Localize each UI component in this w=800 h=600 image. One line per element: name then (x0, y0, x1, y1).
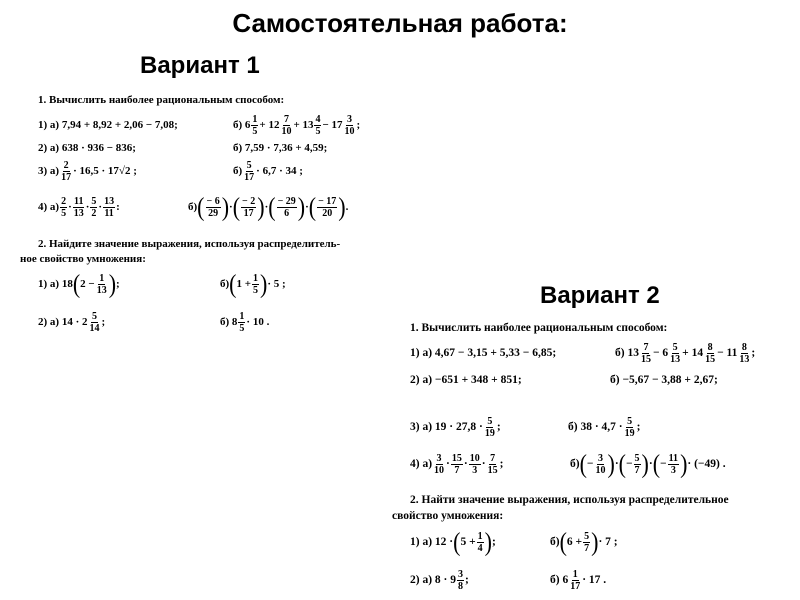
v1-row-4 (38, 192, 348, 222)
v2-r3a: 3) а) 19 · 27,8 · $\frac{5}{19}$ ; (410, 415, 501, 439)
v2-r4b: б) ( − $\frac{3}{10}$ ) · ( − $\frac{5}{7}$ ) · ( − $\frac{11}{3}$ ) · (−49) . (570, 448, 726, 479)
v2-row-1 (410, 338, 755, 368)
v1-row-2 (38, 142, 327, 154)
v2-r3b: б) 38 · 4,7 · $\frac{5}{19}$ ; (568, 415, 641, 439)
v1-s2b: б) 8 $\frac{1}{5}$ · 10 . (220, 310, 270, 334)
v2-r1a: 1) а) 4,67 − 3,15 + 5,33 − 6,85; (410, 347, 557, 359)
v2-task-2-title: 2. Найти значение выражения, используя распределительное (410, 494, 729, 506)
v1-s-row-2 (38, 308, 269, 336)
v1-row-3 (38, 158, 303, 184)
v1-r2a: 2) а) 638 · 936 − 836; (38, 142, 136, 154)
v2-row-2 (410, 374, 718, 386)
v2-s-row-1 (410, 526, 618, 558)
v2-r1b: б) 13 $\frac{7}{15}$ − 6 $\frac{5}{13}$ + 14 $\frac{8}{15}$ − 11 $\frac{8}{13}$ ; (615, 341, 756, 365)
v2-row-3 (410, 412, 640, 442)
v1-s1a: 1) а) 18 ( 2 − $\frac{1}{13}$ ) ; (38, 268, 120, 299)
v1-r4b: б) ( $\frac{- 6}{29}$ ) · ( $\frac{- 2}{17}$ ) · ( $\frac{- 29}{6}$ ) · ( $\frac{- 17}{20}$ ) . (188, 191, 349, 222)
v1-s2a: 2) а) 14 · 2 $\frac{5}{14}$ ; (38, 310, 106, 334)
v1-task-2-title: 2. Найдите значение выражения, используя распределитель- (38, 238, 341, 250)
v1-r3b: б) $\frac{5}{17}$ · 6,7 · 34 ; (233, 159, 303, 183)
v2-row-4 (410, 447, 726, 481)
v1-r3a: 3) а) $\frac{2}{17}$ · 16,5 · 17√2 ; (38, 159, 137, 183)
v2-task-2-title-cont: свойство умножения: (392, 510, 504, 522)
v2-r2b: б) −5,67 − 3,88 + 2,67; (610, 374, 718, 386)
v1-task-1-title: 1. Вычислить наиболее рациональным способом: (38, 94, 285, 106)
v2-s2a: 2) а) 8 · 9 $\frac{3}{8}$ ; (410, 568, 469, 592)
v1-row-1 (38, 112, 360, 138)
v2-r4a: 4) а) $\frac{3}{10}$ · $\frac{15}{7}$ · $\frac{10}{3}$ · $\frac{7}{15}$ ; (410, 452, 504, 476)
v2-task-1-title: 1. Вычислить наиболее рациональным способом: (410, 322, 668, 334)
v2-s1b: б) ( 6 + $\frac{5}{7}$ ) · 7 ; (550, 526, 618, 557)
page-title: Самостоятельная работа: (232, 8, 568, 38)
v1-r4a: 4) а) $\frac{2}{5}$ · $\frac{11}{13}$ · $\frac{5}{2}$ · $\frac{13}{11}$ : (38, 195, 120, 219)
v2-s-row-2 (410, 564, 606, 596)
v1-r2b: б) 7,59 · 7,36 + 4,59; (233, 142, 328, 154)
v1-r1b: б) 6 $\frac{1}{5}$ + 12 $\frac{7}{10}$ + 13 $\frac{4}{5}$ − 17 $\frac{3}{10}$ ; (233, 113, 361, 137)
variant-1-heading: Вариант 1 (140, 52, 260, 79)
v2-s1a: 1) а) 12 · ( 5 + $\frac{1}{4}$ ) ; (410, 526, 496, 557)
v2-s2b: б) 6 $\frac{1}{17}$ · 17 . (550, 568, 607, 592)
v1-s-row-1 (38, 270, 286, 298)
v1-r1a: 1) а) 7,94 + 8,92 + 2,06 − 7,08; (38, 119, 178, 131)
v2-r2a: 2) а) −651 + 348 + 851; (410, 374, 522, 386)
variant-2-heading: Вариант 2 (540, 282, 660, 309)
v1-s1b: б) ( 1 + $\frac{1}{5}$ ) · 5 ; (220, 268, 286, 299)
v1-task-2-title-cont: ное свойство умножения: (20, 253, 146, 265)
